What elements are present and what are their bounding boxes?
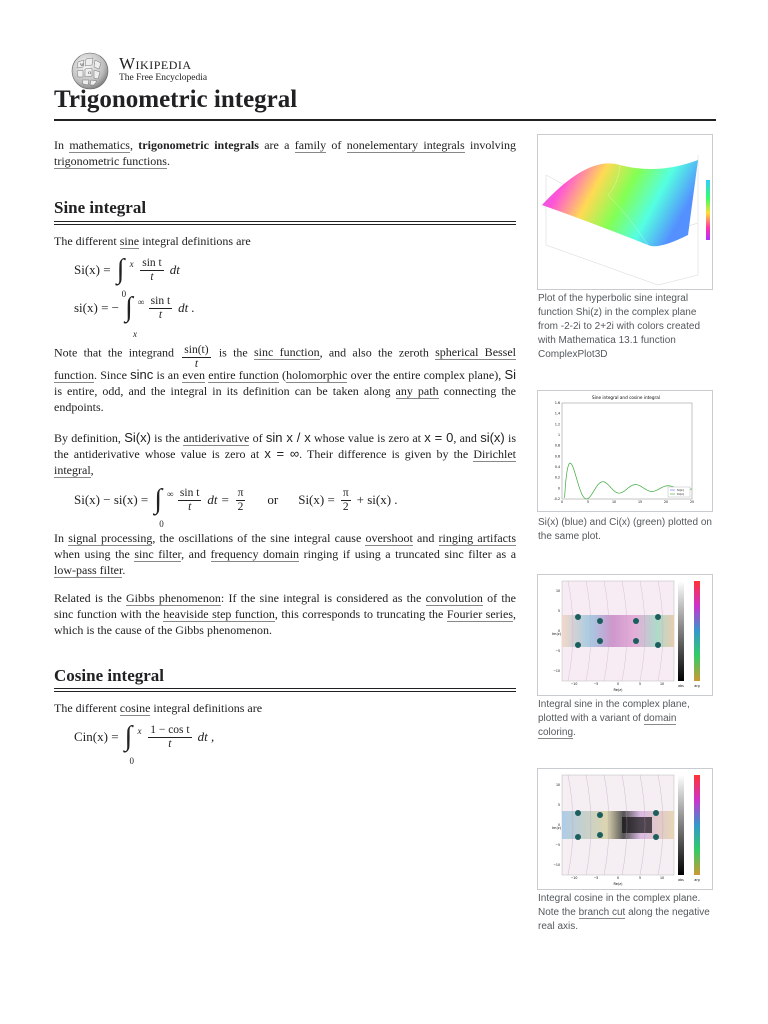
section-rule <box>54 224 516 225</box>
legend-si: Si(x) <box>677 488 684 492</box>
link-holomorphic[interactable]: holomorphic <box>286 368 348 382</box>
link-any-path[interactable]: any path <box>395 384 439 398</box>
link-overshoot[interactable]: overshoot <box>365 531 413 545</box>
y-tick-label: 0.2 <box>554 475 560 480</box>
section-rule <box>54 221 516 222</box>
ylabel: Im(z) <box>552 826 562 830</box>
figure-caption-shi: Plot of the hyperbolic sine integral function Shi(z) in the complex plane from -2-2i to 2+2i with colors created with Mathematica 13.1 function ComplexPlot3D <box>538 293 701 360</box>
gibbs-paragraph: Related is the Gibbs phenomenon: If the sine integral is considered as the convolution of the sinc function with the heaviside step function, this corresponds to truncating the Fourier series, which is the cause of the Gibbs phenomenon. <box>54 591 517 637</box>
ylabel: Im(z) <box>552 632 562 636</box>
x-tick-label: 0 <box>616 682 620 686</box>
section-rule <box>54 688 516 689</box>
svg-text:Ω: Ω <box>88 70 92 75</box>
y-tick-label: 0 <box>557 486 560 491</box>
link-sinc-function[interactable]: sinc function <box>254 345 320 360</box>
si-ci-chart <box>538 391 712 511</box>
ci-domain-coloring-image <box>538 769 712 889</box>
svg-text:W: W <box>80 62 85 67</box>
section-rule <box>54 691 516 692</box>
cosine-defs-text: The different cosine integral definitions are <box>54 701 263 715</box>
figure-ci-domain-coloring[interactable] <box>537 768 713 890</box>
site-tagline: The Free Encyclopedia <box>119 73 208 83</box>
y-tick-label: 1.2 <box>554 422 560 427</box>
colorbar-abs-label: abs <box>678 684 684 688</box>
link-fourier-series[interactable]: Fourier series <box>446 607 514 621</box>
link-frequency-domain[interactable]: frequency domain <box>210 547 300 561</box>
y-tick-label: 0 <box>557 823 560 827</box>
y-tick-label: 0.6 <box>554 454 560 459</box>
y-tick-label: 0 <box>557 629 560 633</box>
y-tick-label: 10 <box>555 589 560 593</box>
plot-frame <box>562 403 692 499</box>
sine-defs-text: The different sine integral definitions are <box>54 234 251 248</box>
si-domain-coloring-image <box>538 575 712 695</box>
x-tick-label: 20 <box>663 500 669 504</box>
equation-difference: Si(x) − si(x) = ∫ ∞ 0 $\frac{\text{sin t}}{t}$ dt = $\frac{\pi}{2}$ or Si(x) = $\frac{\pi}{2}$ + si(x) . <box>74 484 398 529</box>
colorbar-arg-label: arg <box>694 878 700 882</box>
x-tick-label: 10 <box>659 682 665 686</box>
xlabel: Re(z) <box>613 688 623 692</box>
site-name: Wikipedia <box>119 54 192 73</box>
x-tick-label: 10 <box>659 876 665 880</box>
figure-si-ci-chart[interactable] <box>537 390 713 512</box>
y-tick-label: −5 <box>555 649 560 653</box>
x-tick-label: 5 <box>638 682 642 686</box>
x-tick-label: 25 <box>689 500 695 504</box>
link-low-pass-filter[interactable]: low-pass filter <box>54 563 123 577</box>
y-tick-label: -0.2 <box>553 497 560 501</box>
wikipedia-globe-logo[interactable] <box>68 50 112 90</box>
chart-title: Sine integral and cosine integral <box>592 395 660 400</box>
legend-ci: Ci(x) <box>677 492 685 496</box>
section-heading-cosine-integral: Cosine integral <box>54 666 165 685</box>
link-sine[interactable]: sine <box>119 234 140 248</box>
link-heaviside-step-function[interactable]: heaviside step function <box>163 607 275 621</box>
link-antiderivative[interactable]: antiderivative <box>183 431 250 445</box>
link-branch-cut[interactable]: branch cut <box>578 907 626 918</box>
y-tick-label: 1 <box>557 433 560 437</box>
x-tick-label: 15 <box>637 500 643 504</box>
y-tick-label: −10 <box>553 863 560 867</box>
y-tick-label: 0.4 <box>554 465 560 469</box>
link-domain-coloring[interactable]: domain coloring <box>538 713 677 738</box>
x-tick-label: 10 <box>611 500 617 504</box>
sine-definition-paragraph: By definition, Si(x) is the antiderivative of sin x / x whose value is zero at x = 0, and si(x) is the antiderivative whose value is zero at x = ∞. Their difference is given by the Dirichlet integral, <box>54 430 517 477</box>
x-tick-label: 0 <box>616 876 620 880</box>
link-convolution[interactable]: convolution <box>425 591 483 605</box>
colorbar-abs-label: abs <box>678 878 684 882</box>
equation-si-definition: si(x) = − ∫ ∞ x $\frac{\text{sin t}}{t}$ dt . <box>74 292 195 339</box>
x-tick-label: −5 <box>593 876 599 880</box>
figure-caption-ci-domain: Integral cosine in the complex plane. Note the branch cut along the negative real axis. <box>538 893 710 932</box>
link-gibbs-phenomenon[interactable]: Gibbs phenomenon <box>126 591 221 605</box>
figure-caption-si-domain: Integral sine in the complex plane, plotted with a variant of domain coloring. <box>538 699 690 738</box>
figure-si-domain-coloring[interactable] <box>537 574 713 696</box>
y-tick-label: 0.8 <box>554 443 560 448</box>
link-family[interactable]: family <box>294 138 327 152</box>
link-cosine[interactable]: cosine <box>119 701 151 715</box>
y-tick-label: −5 <box>555 843 560 847</box>
y-tick-label: 1.4 <box>554 411 560 416</box>
x-tick-label: 5 <box>586 500 590 504</box>
link-mathematics[interactable]: mathematics <box>69 138 130 152</box>
link-entire-function[interactable]: entire function <box>208 368 279 382</box>
y-tick-label: 5 <box>557 609 560 613</box>
link-trigonometric-functions[interactable]: trigonometric functions <box>54 154 167 168</box>
x-tick-label: 5 <box>638 876 642 880</box>
link-nonelementary-integrals[interactable]: nonelementary integrals <box>346 138 465 152</box>
link-spherical-bessel-function[interactable]: spherical Bessel function <box>54 345 517 382</box>
link-sinc-filter[interactable]: sinc filter <box>134 547 182 561</box>
colorbar-arg-label: arg <box>694 684 700 688</box>
figure-shi-3d-plot[interactable] <box>537 134 713 290</box>
xlabel: Re(z) <box>613 882 623 886</box>
link-even[interactable]: even <box>182 368 205 382</box>
page-title: Trigonometric integral <box>54 86 298 113</box>
intro-paragraph: In mathematics, trigonometric integrals are a family of nonelementary integrals involving trigonometric functions. <box>54 138 516 168</box>
equation-Cin-definition: Cin(x) = ∫ x 0 $\frac{\text{1 − cos t}}{t}$ dt , <box>74 721 215 766</box>
y-tick-label: 10 <box>555 783 560 787</box>
link-signal-processing[interactable]: signal processing <box>68 531 153 545</box>
figure-caption-si-ci: Si(x) (blue) and Ci(x) (green) plotted on the same plot. <box>538 517 712 542</box>
sine-note-paragraph: Note that the integrand $\frac{\sin(t)}{t}$ is the sinc function, and also the zeroth spherical Bessel function. Since sinc is an even entire function (holomorphic over the entire complex plane), Si is entire, odd, and the integral in its definition can be taken along any path connecting the endpoints. <box>54 344 517 414</box>
link-ringing-artifacts[interactable]: ringing artifacts <box>438 531 517 545</box>
x-tick-label: 0 <box>560 500 564 504</box>
link-dirichlet-integral[interactable]: Dirichlet integral <box>54 447 516 477</box>
y-tick-label: 5 <box>557 803 560 807</box>
site-brand[interactable] <box>119 54 207 83</box>
title-rule <box>54 119 716 121</box>
x-tick-label: −5 <box>593 682 599 686</box>
section-heading-sine-integral: Sine integral <box>54 198 147 217</box>
y-tick-label: 1.6 <box>554 401 560 405</box>
equation-Si-definition: Si(x) = ∫ x 0 $\frac{\text{sin t}}{t}$ dt <box>74 254 180 299</box>
y-tick-label: −10 <box>553 669 560 673</box>
signal-processing-paragraph: In signal processing, the oscillations of the sine integral cause overshoot and ringing artifacts when using the sinc filter, and frequency domain ringing if using a truncated sinc filter as a low-pass filter. <box>54 531 517 577</box>
x-tick-label: −10 <box>570 876 578 880</box>
x-tick-label: −10 <box>570 682 578 686</box>
shi-surface-image <box>538 135 712 289</box>
